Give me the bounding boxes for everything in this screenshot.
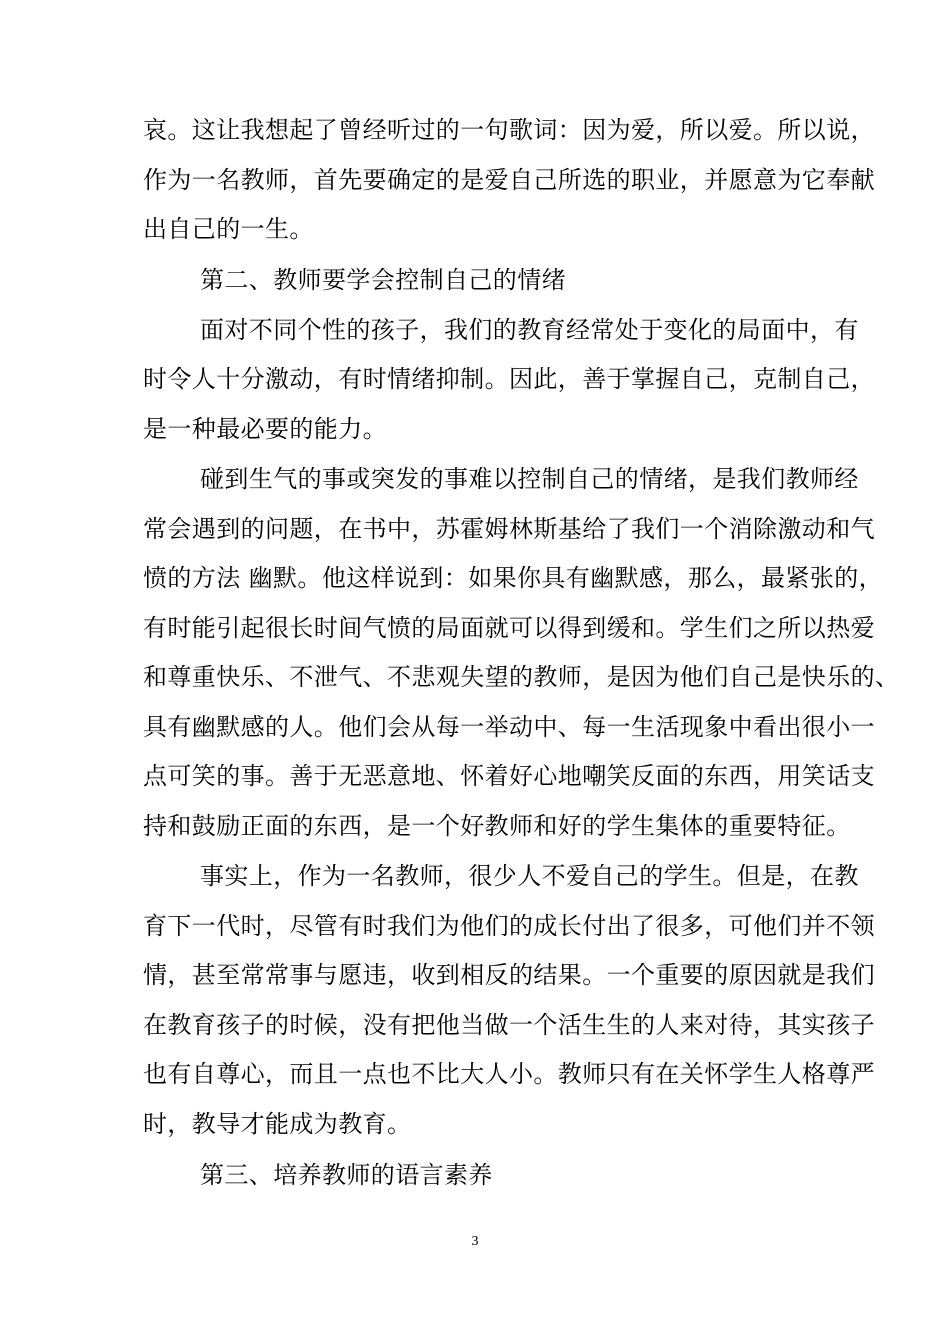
paragraph-line: 事实上，作为一名教师，很少人不爱自己的学生。但是，在教	[200, 862, 859, 890]
paragraph-line: 常会遇到的问题，在书中，苏霍姆林斯基给了我们一个消除激动和气	[143, 515, 875, 543]
paragraph-line: 作为一名教师，首先要确定的是爱自己所选的职业，并愿意为它奉献	[143, 166, 875, 194]
paragraph-line: 具有幽默感的人。他们会从每一举动中、每一生活现象中看出很小一	[143, 713, 875, 741]
page-number: 3	[471, 1234, 479, 1249]
paragraph-line: 情，甚至常常事与愿违，收到相反的结果。一个重要的原因就是我们	[143, 961, 875, 989]
paragraph-line: 点可笑的事。善于无恶意地、怀着好心地嘲笑反面的东西，用笑话支	[143, 762, 875, 790]
paragraph-line: 有时能引起很长时间气愤的局面就可以得到缓和。学生们之所以热爱	[143, 614, 875, 642]
paragraph-line: 时，教导才能成为教育。	[143, 1110, 412, 1138]
paragraph-line: 和尊重快乐、不泄气、不悲观失望的教师，是因为他们自己是快乐的、	[143, 663, 900, 691]
paragraph-line: 愤的方法 幽默。他这样说到：如果你具有幽默感，那么，最紧张的，	[143, 564, 884, 592]
paragraph-line: 时令人十分激动，有时情绪抑制。因此，善于掌握自己，克制自己，	[143, 365, 875, 393]
section-heading: 第二、教师要学会控制自己的情绪	[200, 266, 566, 294]
paragraph-line: 持和鼓励正面的东西，是一个好教师和好的学生集体的重要特征。	[143, 812, 851, 840]
paragraph-line: 出自己的一生。	[143, 215, 314, 243]
paragraph-line: 碰到生气的事或突发的事难以控制自己的情绪，是我们教师经	[200, 465, 859, 493]
paragraph-line: 面对不同个性的孩子，我们的教育经常处于变化的局面中，有	[200, 316, 859, 344]
paragraph-line: 是一种最必要的能力。	[143, 415, 387, 443]
paragraph-line: 哀。这让我想起了曾经听过的一句歌词：因为爱，所以爱。所以说，	[143, 116, 875, 144]
paragraph-line: 在教育孩子的时候，没有把他当做一个活生生的人来对待，其实孩子	[143, 1011, 875, 1039]
paragraph-line: 也有自尊心，而且一点也不比大人小。教师只有在关怀学生人格尊严	[143, 1060, 875, 1088]
paragraph-line: 育下一代时，尽管有时我们为他们的成长付出了很多，可他们并不领	[143, 912, 875, 940]
section-heading: 第三、培养教师的语言素养	[200, 1161, 493, 1189]
